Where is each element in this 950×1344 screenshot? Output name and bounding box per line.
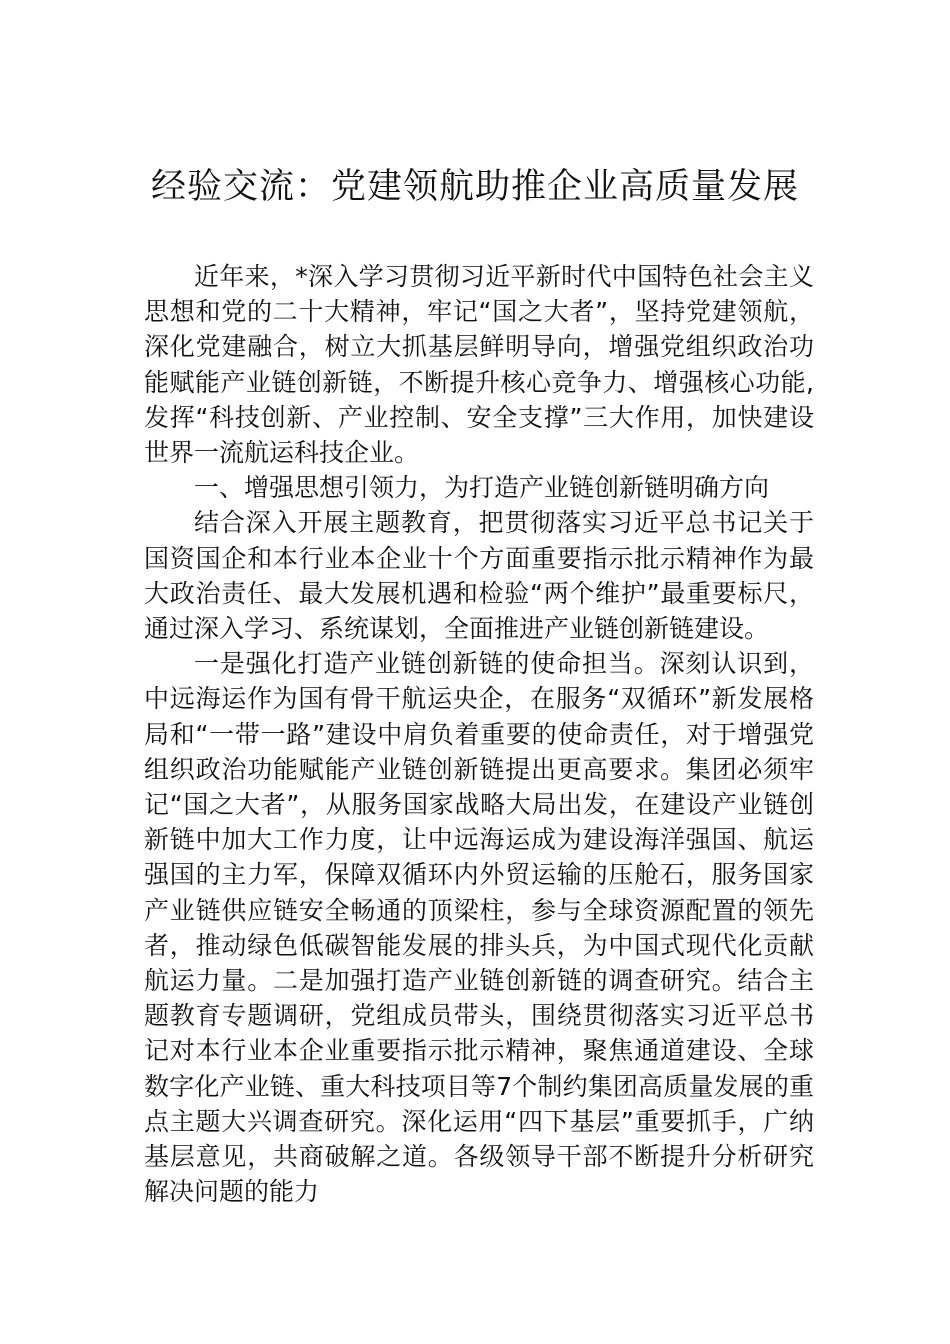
document-title: 经验交流：党建领航助推企业高质量发展 [150,167,799,207]
paragraph-intro: 近年来，*深入学习贯彻习近平新时代中国特色社会主义思想和党的二十大精神，牢记“国之大者”，坚持党建领航，深化党建融合，树立大抓基层鲜明导向，增强党组织政治功能赋能产业链创新链，不断提升核心竞争力、增强核心功能,发挥“科技创新、产业控制、安全支撑”三大作用，加快建设世界一流航运科技企业。 [144,262,814,468]
document-body [144,259,814,1209]
paragraph-section-1-detail: 一是强化打造产业链创新链的使命担当。深刻认识到，中远海运作为国有骨干航运央企，在服务“双循环”新发展格局和“一带一路”建设中肩负着重要的使命责任，对于增强党组织政治功能赋能产业链创新链提出更高要求。集团必须牢记“国之大者”，从服务国家战略大局出发，在建设产业链创新链中加大工作力度，让中远海运成为建设海洋强国、航运强国的主力军，保障双循环内外贸运输的压舱石，服务国家产业链供应链安全畅通的顶梁柱，参与全球资源配置的领先者，推动绿色低碳智能发展的排头兵，为中国式现代化贡献航运力量。二是加强打造产业链创新链的调查研究。结合主题教育专题调研，党组成员带头，围绕贯彻落实习近平总书记对本行业本企业重要指示批示精神，聚焦通道建设、全球数字化产业链、重大科技项目等7个制约集团高质量发展的重点主题大兴调查研究。深化运用“四下基层”重要抓手，广纳基层意见，共商破解之道。各级领导干部不断提升分析研究解决问题的能力 [144,649,814,1207]
section-heading-1: 一、增强思想引领力，为打造产业链创新链明确方向 [194,473,770,503]
paragraph-section-1-summary: 结合深入开展主题教育，把贯彻落实习近平总书记关于国资国企和本行业本企业十个方面重要指示批示精神作为最大政治责任、最大发展机遇和检验“两个维护”最重要标尺，通过深入学习、系统谋划，全面推进产业链创新链建设。 [144,508,814,644]
